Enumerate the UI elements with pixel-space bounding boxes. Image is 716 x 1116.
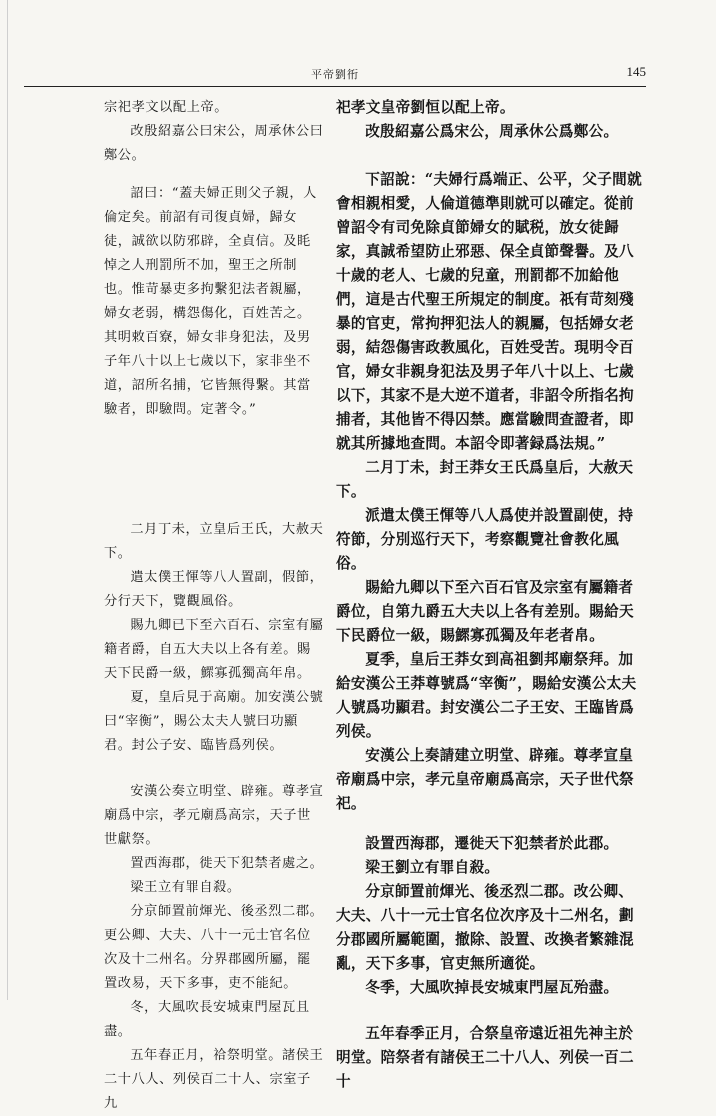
original-paragraph: 遣太僕王惲等八人置副，假節，分行天下，覽觀風俗。 xyxy=(104,570,324,609)
translation-paragraph: 梁王劉立有罪自殺。 xyxy=(365,859,500,876)
translation-paragraph: 五年春季正月，合祭皇帝遠近祖先神主於明堂。陪祭者有諸侯王二十八人、列侯一百二十 xyxy=(336,1025,634,1090)
original-edict: 詔曰：“蓋夫婦正則父子親，人倫定矣。前詔有司復貞婦，歸女徒，誠欲以防邪辟，全貞信。及眊悼之人刑罰所不加，聖王之所制也。惟苛暴吏多拘繫犯法者親屬，婦女老弱，構怨傷化，百姓苦之。其明敕百寮，婦女非身犯法，及男子年八十以上七歲以下，家非坐不道，詔所名捕，它皆無得繫。其當驗者，即驗問。定著令。” xyxy=(104,186,317,417)
spacer xyxy=(104,758,324,780)
spacer xyxy=(104,422,324,518)
translation-paragraph: 二月丁未，封王莽女王氏爲皇后，大赦天下。 xyxy=(336,459,634,500)
translation-column xyxy=(336,96,642,1094)
original-paragraph: 改殷紹嘉公曰宋公，周承休公曰鄭公。 xyxy=(104,124,324,163)
translation-paragraph: 祀孝文皇帝劉恒以配上帝。 xyxy=(336,99,515,116)
translation-paragraph: 夏季，皇后王莽女到高祖劉邦廟祭拜。加給安漢公王莽尊號爲“宰衡”，賜給安漢公太夫人號爲功顯君。封安漢公二子王安、王臨皆爲列侯。 xyxy=(336,651,637,740)
spacer xyxy=(336,144,642,168)
translation-edict: 下詔說：“夫婦行爲端正、公平，父子間就會相親相愛，人倫道德準則就可以確定。從前曾詔令有司免除貞節婦女的賦税，放女徒歸家，真誠希望防止邪惡、保全貞節聲譽。及八十歲的老人、七歲的兒童，刑罰都不加給他們，這是古代聖王所規定的制度。祇有苛刻殘暴的官吏，常拘押犯法人的親屬，包括婦女老弱，結怨傷害政教風化，百姓受苦。現明令百官，婦女非親身犯法及男子年八十以上、七歲以下，其家不是大逆不道者，非詔令所指名拘捕者，其他皆不得囚禁。應當驗問查證者，即就其所據地查問。本詔令即著録爲法規。” xyxy=(336,171,642,452)
translation-paragraph: 派遣太僕王惲等八人爲使并設置副使，持符節，分別巡行天下，考察觀覽社會教化風俗。 xyxy=(336,507,634,572)
translation-paragraph: 設置西海郡，遷徙天下犯禁者於此郡。 xyxy=(365,835,619,852)
spacer xyxy=(336,1000,642,1022)
translation-paragraph: 分京師置前煇光、後丞烈二郡。改公卿、大夫、八十一元士官名位次序及十二州名，劃分郡國所屬範圍，撤除、設置、改換者繁雜混亂，天下多事，官吏無所適從。 xyxy=(336,883,634,972)
scan-edge-line xyxy=(7,0,8,1000)
original-paragraph: 宗祀孝文以配上帝。 xyxy=(104,100,229,115)
page-number: 145 xyxy=(626,64,646,79)
original-paragraph: 賜九卿已下至六百石、宗室有屬籍者爵，自五大夫以上各有差。賜天下民爵一級，鰥寡孤獨高年帛。 xyxy=(104,618,324,681)
original-paragraph: 梁王立有罪自殺。 xyxy=(130,880,241,895)
header-rule xyxy=(24,86,646,87)
spacer xyxy=(336,816,642,832)
translation-paragraph: 冬季，大風吹掉長安城東門屋瓦殆盡。 xyxy=(365,979,619,996)
translation-paragraph: 改殷紹嘉公爲宋公，周承休公爲鄭公。 xyxy=(365,123,619,140)
running-title: 平帝劉衎 xyxy=(311,68,359,81)
spacer xyxy=(104,168,324,182)
original-paragraph: 安漢公奏立明堂、辟雍。尊孝宣廟爲中宗，孝元廟爲高宗，天子世世獻祭。 xyxy=(104,784,324,847)
original-paragraph: 冬，大風吹長安城東門屋瓦且盡。 xyxy=(104,1000,310,1039)
original-paragraph: 二月丁未，立皇后王氏，大赦天下。 xyxy=(104,522,324,561)
original-paragraph: 五年春正月，祫祭明堂。諸侯王二十八人、列侯百二十人、宗室子九 xyxy=(104,1048,324,1111)
translation-paragraph: 賜給九卿以下至六百石官及宗室有屬籍者爵位，自第九爵五大夫以上各有差别。賜給天下民爵位一級，賜鰥寡孤獨及年老者帛。 xyxy=(336,579,634,644)
original-paragraph: 置西海郡，徙天下犯禁者處之。 xyxy=(130,856,324,871)
translation-paragraph: 安漢公上奏請建立明堂、辟雍。尊孝宣皇帝廟爲中宗，孝元皇帝廟爲高宗，天子世代祭祀。 xyxy=(336,747,634,812)
original-paragraph: 分京師置前煇光、後丞烈二郡。更公卿、大夫、八十一元士官名位次及十二州名。分界郡國所屬，罷置改易，天下多事，吏不能紀。 xyxy=(104,904,324,991)
original-paragraph: 夏，皇后見于高廟。加安漢公號曰“宰衡”，賜公太夫人號曰功顯君。封公子安、臨皆爲列侯。 xyxy=(104,690,324,753)
page-header xyxy=(24,64,646,84)
original-text-column xyxy=(104,96,324,1116)
